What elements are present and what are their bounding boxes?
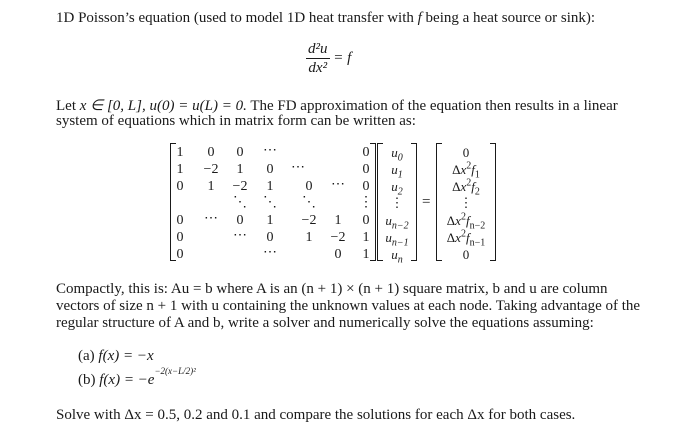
setup-let: Let [56,98,76,114]
matrix-cell: 1 [236,162,244,177]
matrix-cell: 1 [176,162,184,177]
u-entry: $u_{n-1}$ [385,230,409,249]
matrix-cell: −2 [330,230,346,245]
matrix-cell: 1 [334,213,342,228]
rhs-entry: $\Delta x^2f_{n-1}$ [446,228,486,249]
vertical-dots: ⋮ [359,195,373,210]
rhs-entry: 0 [462,145,470,160]
matrix-cell: 1 [176,145,184,160]
fraction-denominator: dx² [308,60,328,76]
matrix-cell: ⋯ [291,160,305,175]
intro-text: 1D Poisson’s equation (used to model 1D heat transfer with [56,10,414,26]
rhs-entry: $\Delta x^2f_1$ [452,160,480,181]
matrix-cell: 1 [362,247,370,262]
matrix-cell: 1 [305,230,313,245]
final-instruction: Solve with Δx = 0.5, 0.2 and 0.1 and compare the solutions for each Δx for both cases. [56,407,576,423]
matrix-cell: 0 [266,162,274,177]
u-entry: $u_0$ [391,145,403,164]
matrix-cell: 0 [362,145,370,160]
case-a-expression: f(x) = −x [98,348,154,364]
setup-description: The FD approximation of the equation then results in a linear [250,98,618,114]
rhs-entry: $\Delta x^2f_{n-2}$ [446,211,486,232]
u-entry: $u_1$ [391,162,403,181]
setup-line-2: system of equations which in matrix form can be written as: [56,113,416,129]
matrix-cell: 0 [266,230,274,245]
matrix-cell: ⋯ [331,177,345,192]
setup-boundary: u(0) = u(L) = 0. [149,98,247,114]
setup-domain: x ∈ [0, L], [79,98,146,114]
rhs-entry: 0 [462,247,470,262]
case-a-label: (a) [78,348,95,364]
diagonal-dots: ⋱ [233,195,247,210]
matrix-cell: 0 [362,179,370,194]
matrix-cell: 0 [334,247,342,262]
matrix-cell: 0 [236,145,244,160]
case-a [78,348,154,365]
equation-rhs: = f [333,50,352,66]
matrix-cell: 1 [207,179,215,194]
intro-variable: f [417,10,422,26]
matrix-cell: 0 [176,247,184,262]
u-entry-dots: ⋮ [390,195,404,210]
matrix-cell: 0 [305,179,313,194]
fraction-numerator: d²u [308,41,328,57]
matrix-cell: 0 [362,162,370,177]
matrix-cell: 0 [176,213,184,228]
matrix-cell: 0 [176,179,184,194]
compact-line-3: regular structure of A and b, write a solver and numerically solve the equations assuming: [56,315,594,331]
u-entry: $u_n$ [391,247,403,266]
matrix-cell: 1 [362,230,370,245]
matrix-cell: 0 [236,213,244,228]
matrix-cell: ⋯ [263,245,277,260]
diagonal-dots: ⋱ [263,195,277,210]
matrix-cell: ⋯ [233,228,247,243]
intro-tail: being a heat source or sink): [425,10,596,26]
matrix-cell: −2 [301,213,317,228]
case-b-label: (b) [78,372,96,388]
matrix-cell: −2 [232,179,248,194]
matrix-cell: ⋯ [263,143,277,158]
matrix-cell: 1 [266,179,274,194]
matrix-cell: 1 [266,213,274,228]
compact-line-2: vectors of size n + 1 with u containing the unknown values at each node. Taking advantage of the [56,298,641,314]
matrix-cell: 0 [362,213,370,228]
u-entry: $u_{n-2}$ [385,213,409,232]
matrix-cell: 0 [176,230,184,245]
rhs-entry: $\Delta x^2f_2$ [452,177,480,198]
rhs-entry-dots: ⋮ [459,195,473,210]
matrix-cell: 0 [207,145,215,160]
matrix-cell: −2 [203,162,219,177]
case-b-expression: f(x) = −e [99,372,155,388]
case-b-exponent: −2(x−L/2)² [154,366,196,376]
compact-line-1: Compactly, this is: Au = b where A is an (n + 1) × (n + 1) square matrix, b and u are column [56,281,608,297]
diagonal-dots: ⋱ [302,195,316,210]
matrix-cell: ⋯ [204,211,218,226]
equals-sign: = [422,194,431,210]
u-entry: $u_2$ [391,179,403,198]
case-b [78,366,196,389]
